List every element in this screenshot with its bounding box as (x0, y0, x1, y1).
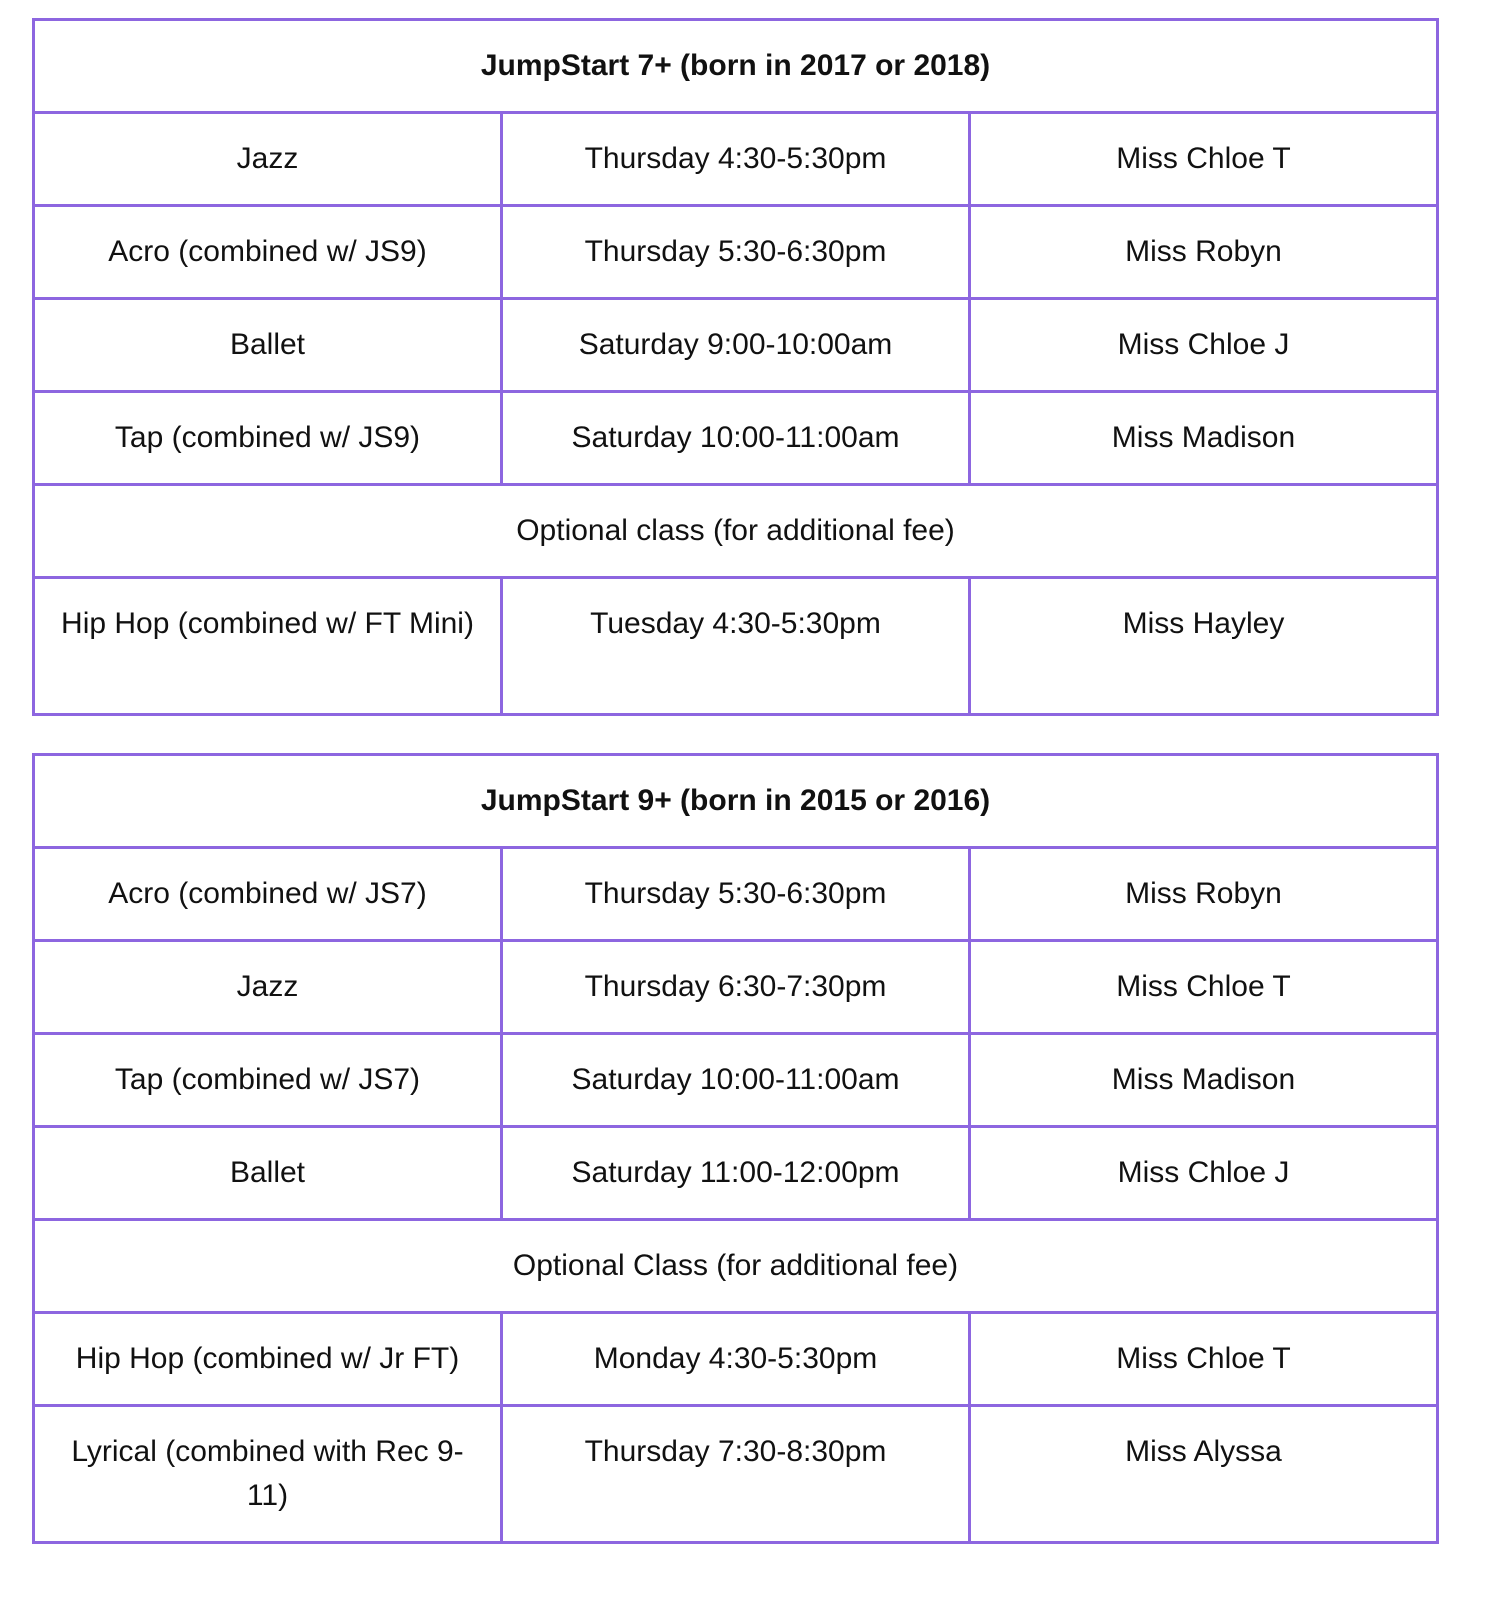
class-name-cell: Jazz (34, 113, 502, 206)
class-name-cell: Lyrical (combined with Rec 9-11) (34, 1406, 502, 1543)
teacher-cell: Miss Chloe T (970, 1313, 1438, 1406)
teacher-cell: Miss Madison (970, 1034, 1438, 1127)
class-name-cell: Acro (combined w/ JS7) (34, 848, 502, 941)
class-time-cell: Thursday 6:30-7:30pm (502, 941, 970, 1034)
class-time-cell: Thursday 7:30-8:30pm (502, 1406, 970, 1543)
class-name-cell: Tap (combined w/ JS9) (34, 392, 502, 485)
teacher-cell: Miss Chloe T (970, 113, 1438, 206)
optional-heading-row (34, 1220, 1438, 1313)
teacher-cell: Miss Chloe J (970, 1127, 1438, 1220)
class-name-cell: Ballet (34, 1127, 502, 1220)
class-time-cell: Thursday 5:30-6:30pm (502, 848, 970, 941)
class-time-cell: Saturday 10:00-11:00am (502, 392, 970, 485)
table-row (34, 1127, 1438, 1220)
class-name-cell: Ballet (34, 299, 502, 392)
table-row (34, 1034, 1438, 1127)
class-time-cell: Tuesday 4:30-5:30pm (502, 578, 970, 715)
class-time-cell: Saturday 9:00-10:00am (502, 299, 970, 392)
table-row (34, 113, 1438, 206)
table-row (34, 299, 1438, 392)
class-name-cell: Acro (combined w/ JS9) (34, 206, 502, 299)
table-title-row (34, 755, 1438, 848)
class-name-cell: Hip Hop (combined w/ FT Mini) (34, 578, 502, 715)
teacher-cell: Miss Chloe J (970, 299, 1438, 392)
teacher-cell: Miss Chloe T (970, 941, 1438, 1034)
schedule-table-jumpstart-9 (32, 753, 1439, 1544)
optional-heading: Optional Class (for additional fee) (34, 1220, 1438, 1313)
table-row (34, 1406, 1438, 1543)
table-row (34, 1313, 1438, 1406)
class-time-cell: Thursday 5:30-6:30pm (502, 206, 970, 299)
table-row (34, 848, 1438, 941)
class-name-cell: Tap (combined w/ JS7) (34, 1034, 502, 1127)
schedule-table-jumpstart-7 (32, 18, 1439, 716)
class-time-cell: Monday 4:30-5:30pm (502, 1313, 970, 1406)
table-row (34, 578, 1438, 715)
table-title: JumpStart 7+ (born in 2017 or 2018) (34, 20, 1438, 113)
optional-heading: Optional class (for additional fee) (34, 485, 1438, 578)
table-title-row (34, 20, 1438, 113)
teacher-cell: Miss Madison (970, 392, 1438, 485)
class-time-cell: Saturday 10:00-11:00am (502, 1034, 970, 1127)
optional-heading-row (34, 485, 1438, 578)
teacher-cell: Miss Alyssa (970, 1406, 1438, 1543)
table-row (34, 206, 1438, 299)
class-name-cell: Jazz (34, 941, 502, 1034)
teacher-cell: Miss Robyn (970, 848, 1438, 941)
teacher-cell: Miss Hayley (970, 578, 1438, 715)
table-row (34, 941, 1438, 1034)
class-time-cell: Thursday 4:30-5:30pm (502, 113, 970, 206)
teacher-cell: Miss Robyn (970, 206, 1438, 299)
table-title: JumpStart 9+ (born in 2015 or 2016) (34, 755, 1438, 848)
table-row (34, 392, 1438, 485)
class-time-cell: Saturday 11:00-12:00pm (502, 1127, 970, 1220)
class-name-cell: Hip Hop (combined w/ Jr FT) (34, 1313, 502, 1406)
